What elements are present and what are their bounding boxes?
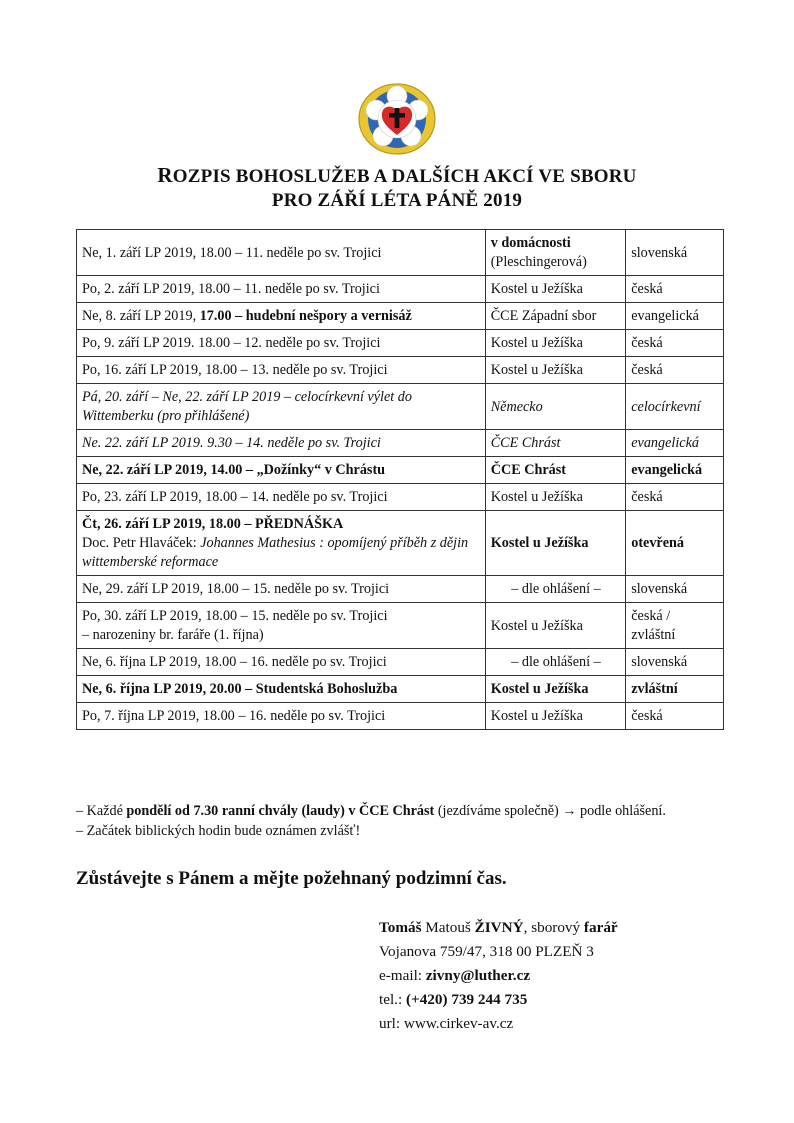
event-cell: Po, 16. září LP 2019, 18.00 – 13. neděle po sv. Trojici [77, 357, 486, 384]
place-extra: (Pleschingerová) [490, 254, 587, 270]
surname: ŽIVNÝ [474, 919, 524, 936]
place-cell: Kostel u Ježíška [485, 276, 626, 303]
table-row [77, 230, 724, 276]
signature-url [379, 1012, 618, 1036]
type-cell: celocírkevní [626, 384, 724, 430]
role-text: , sborový [523, 919, 584, 936]
signature-phone [379, 988, 618, 1012]
url-link[interactable]: www.cirkev-av.cz [403, 1015, 514, 1032]
place-cell [485, 230, 626, 276]
table-row [77, 484, 724, 511]
table-row [77, 430, 724, 457]
type-cell: česká [626, 703, 724, 730]
type-cell: česká [626, 357, 724, 384]
event-cell [77, 303, 486, 330]
event-cell [77, 511, 486, 576]
closing-blessing: Zůstávejte s Pánem a mějte požehnaný podzimní čas. [76, 868, 507, 889]
place-cell: ČCE Západní sbor [485, 303, 626, 330]
type-cell: slovenská [626, 230, 724, 276]
middle-name: Matouš [421, 919, 475, 936]
schedule-table [76, 229, 724, 730]
lecturer: Doc. Petr Hlaváček: [82, 535, 201, 551]
document-title-line1: ROZPIS BOHOSLUŽEB A DALŠÍCH AKCÍ VE SBORU [157, 163, 637, 187]
place-cell: ČCE Chrást [485, 457, 626, 484]
place-cell: Kostel u Ježíška [485, 511, 626, 576]
email-label: e-mail: [379, 967, 426, 984]
place-cell: – dle ohlášení – [485, 576, 626, 603]
type-cell: evangelická [626, 430, 724, 457]
note-bible-hours: – Začátek biblických hodin bude oznámen zvlášť! [76, 823, 361, 839]
table-row [77, 603, 724, 649]
signature-address: Vojanova 759/47, 318 00 PLZEŇ 3 [379, 943, 594, 960]
table-row [77, 676, 724, 703]
table-row [77, 330, 724, 357]
event-highlight: 17.00 – hudební nešpory a vernisáž [199, 308, 412, 324]
note-highlight: pondělí od 7.30 ranní chvály (laudy) v ČCE Chrást [126, 803, 435, 819]
place-cell: Kostel u Ježíška [485, 357, 626, 384]
signature-email [379, 964, 618, 988]
role-title: farář [583, 919, 618, 936]
notes [76, 801, 726, 841]
type-cell: evangelická [626, 457, 724, 484]
event-cell [77, 603, 486, 649]
type-cell: slovenská [626, 649, 724, 676]
place-bold: v domácnosti [490, 235, 571, 251]
event-cell: Ne, 1. září LP 2019, 18.00 – 11. neděle po sv. Trojici [77, 230, 486, 276]
place-cell: – dle ohlášení – [485, 649, 626, 676]
lecture-title: Johannes Mathesius : opomíjený příběh z dějin wittemberské reformace [82, 535, 469, 570]
type-cell: slovenská [626, 576, 724, 603]
type-cell: otevřená [626, 511, 724, 576]
place-cell: Kostel u Ježíška [485, 330, 626, 357]
phone-label: tel.: [379, 991, 406, 1008]
note-text: – Každé [76, 803, 127, 819]
type-cell: evangelická [626, 303, 724, 330]
signature-name [379, 916, 618, 940]
phone-number: (+420) 739 244 735 [406, 991, 528, 1008]
event-date: Ne, 8. září LP 2019, [82, 308, 200, 324]
place-cell: ČCE Chrást [485, 430, 626, 457]
event-cell: Ne, 29. září LP 2019, 18.00 – 15. neděle po sv. Trojici [77, 576, 486, 603]
table-row [77, 511, 724, 576]
event-cell: Ne. 22. září LP 2019. 9.30 – 14. neděle po sv. Trojici [77, 430, 486, 457]
type-cell: zvláštní [626, 676, 724, 703]
email-link[interactable]: zivny@luther.cz [425, 967, 531, 984]
event-line: – narozeniny br. faráře (1. října) [82, 627, 264, 643]
table-row [77, 276, 724, 303]
signature-block [379, 916, 618, 1036]
place-cell: Kostel u Ježíška [485, 703, 626, 730]
type-cell: česká [626, 276, 724, 303]
place-cell: Kostel u Ježíška [485, 603, 626, 649]
url-label: url: [379, 1015, 404, 1032]
event-cell: Ne, 6. října LP 2019, 18.00 – 16. neděle po sv. Trojici [77, 649, 486, 676]
first-name: Tomáš [379, 919, 422, 936]
table-row [77, 357, 724, 384]
table-row [77, 649, 724, 676]
note-text: (jezdíváme společně) → podle ohlášení. [434, 803, 666, 819]
lecture-heading: Čt, 26. září LP 2019, 18.00 – PŘEDNÁŠKA [82, 516, 344, 532]
type-cell: česká [626, 484, 724, 511]
type-cell [626, 603, 724, 649]
event-cell: Ne, 22. září LP 2019, 14.00 – „Dožínky“ v Chrástu [77, 457, 486, 484]
document-title-line2: PRO ZÁŘÍ LÉTA PÁNĚ 2019 [271, 190, 523, 211]
place-cell: Německo [485, 384, 626, 430]
table-row [77, 576, 724, 603]
event-cell: Pá, 20. září – Ne, 22. září LP 2019 – celocírkevní výlet do Wittemberku (pro přihlášené) [77, 384, 486, 430]
table-row [77, 303, 724, 330]
luther-rose-logo [357, 82, 437, 156]
event-line: Po, 30. září LP 2019, 18.00 – 15. neděle po sv. Trojici [82, 608, 388, 624]
type-cell: česká [626, 330, 724, 357]
table-row [77, 384, 724, 430]
place-cell: Kostel u Ježíška [485, 484, 626, 511]
event-cell: Po, 7. října LP 2019, 18.00 – 16. neděle po sv. Trojici [77, 703, 486, 730]
event-cell: Po, 2. září LP 2019, 18.00 – 11. neděle po sv. Trojici [77, 276, 486, 303]
event-cell: Po, 23. září LP 2019, 18.00 – 14. neděle po sv. Trojici [77, 484, 486, 511]
event-cell: Po, 9. září LP 2019. 18.00 – 12. neděle po sv. Trojici [77, 330, 486, 357]
note-morning-prayer [76, 801, 726, 821]
type-line: česká / [631, 608, 671, 624]
table-row [77, 457, 724, 484]
type-line: zvláštní [631, 627, 676, 643]
event-cell: Ne, 6. října LP 2019, 20.00 – Studentská Bohoslužba [77, 676, 486, 703]
place-cell: Kostel u Ježíška [485, 676, 626, 703]
table-row [77, 703, 724, 730]
